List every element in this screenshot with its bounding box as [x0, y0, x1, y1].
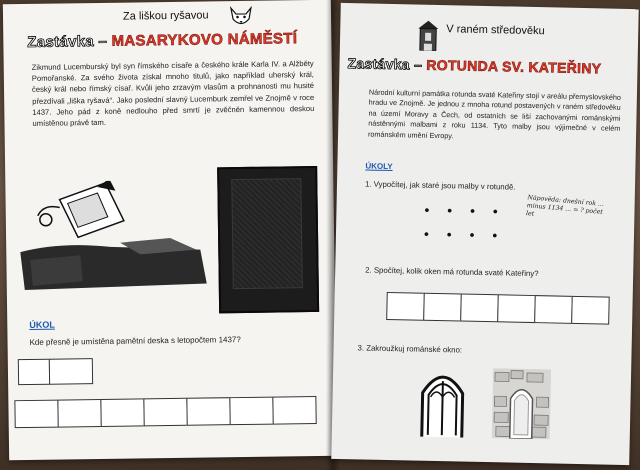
right-page-header: V raném středověku: [446, 23, 545, 38]
right-stop-name: ROTUNDA SV. KATEŘINY: [426, 56, 602, 77]
tower-icon: [416, 19, 441, 51]
left-stop-name: MASARYKOVO NÁMĚSTÍ: [111, 30, 298, 50]
gothic-window-icon[interactable]: [418, 365, 467, 438]
question-3: 3. Zakroužkuj románské okno:: [357, 343, 463, 355]
answer-box[interactable]: [186, 397, 230, 426]
right-task-label: ÚKOLY: [365, 161, 393, 172]
left-stop-title: [27, 30, 297, 51]
answer-box[interactable]: [57, 399, 101, 428]
question-2: 2. Spočítej, kolik oken má rotunda svaté Kateřiny?: [365, 265, 539, 279]
right-page: [331, 3, 638, 465]
left-stop-prefix: Zastávka –: [27, 32, 112, 51]
right-paragraph: Národní kulturní památka rotunda svaté Kateřiny stojí v areálu přemyslovského hradu ve Znojmě. Je jednou z mnoha rotund postavených v raném středověku na území Moravy a Čech, od ostatních se liší zachovanými románskými nástěnnými malbami z roku 1134. Tyto malby jsou výjimečné v celém románském umění Evropy.: [367, 87, 621, 140]
left-page-header: Za liškou ryšavou: [122, 9, 209, 23]
answer-box[interactable]: [14, 400, 58, 429]
fox-icon: [228, 5, 254, 29]
right-stop-prefix: Zastávka –: [347, 55, 427, 73]
answer-box[interactable]: [100, 398, 144, 427]
window-count-boxes[interactable]: [386, 292, 609, 325]
answer-boxes-long[interactable]: [14, 396, 315, 428]
answer-box[interactable]: [423, 293, 462, 322]
left-paragraph: Zikmund Lucemburský byl syn římského císaře a českého krále Karla IV. a Alžběty Pomořanské. Za svého života získal mnoho titulů, jako například uherský král, český král nebo římský císař. Kvůli jeho zrzavým vlasům a prohnanosti mu husité přezdívali „liška ryšavá“. Jako poslední slavný Lucemburk zemřel ve Znojmě v roce 1437. Jeho pád z koně nedlouho před smrtí je zvěčněn kamennou deskou umístěnou právě tam.: [31, 58, 315, 128]
memorial-plaque-image: [217, 166, 319, 313]
question-1: 1. Vypočítej, jak staré jsou malby v rotundě.: [364, 179, 516, 192]
answer-box[interactable]: [229, 397, 273, 426]
answer-box[interactable]: [571, 296, 610, 325]
left-task-label: ÚKOL: [29, 319, 55, 330]
answer-box[interactable]: [272, 396, 316, 425]
left-question: Kde přesně je umístěna pamětní deska s letopočtem 1437?: [29, 335, 241, 347]
right-stop-title: [347, 55, 601, 76]
answer-box[interactable]: [460, 294, 499, 323]
answer-box[interactable]: [534, 295, 573, 324]
handwritten-note: Nápověda: dnešní rok ... minus 1134 ... = ? počet let: [525, 194, 605, 218]
answer-box[interactable]: [18, 359, 50, 385]
dots-row-bottom: • • • •: [423, 225, 505, 244]
answer-box[interactable]: [386, 292, 425, 321]
romanesque-window-icon[interactable]: [492, 368, 551, 439]
answer-box[interactable]: [143, 398, 187, 427]
answer-boxes-short[interactable]: [18, 358, 92, 385]
fallen-king-illustration: [19, 179, 211, 294]
dots-row-top: • • • •: [424, 201, 505, 220]
left-page: [3, 0, 337, 460]
answer-box[interactable]: [497, 294, 536, 323]
answer-box[interactable]: [49, 358, 93, 385]
